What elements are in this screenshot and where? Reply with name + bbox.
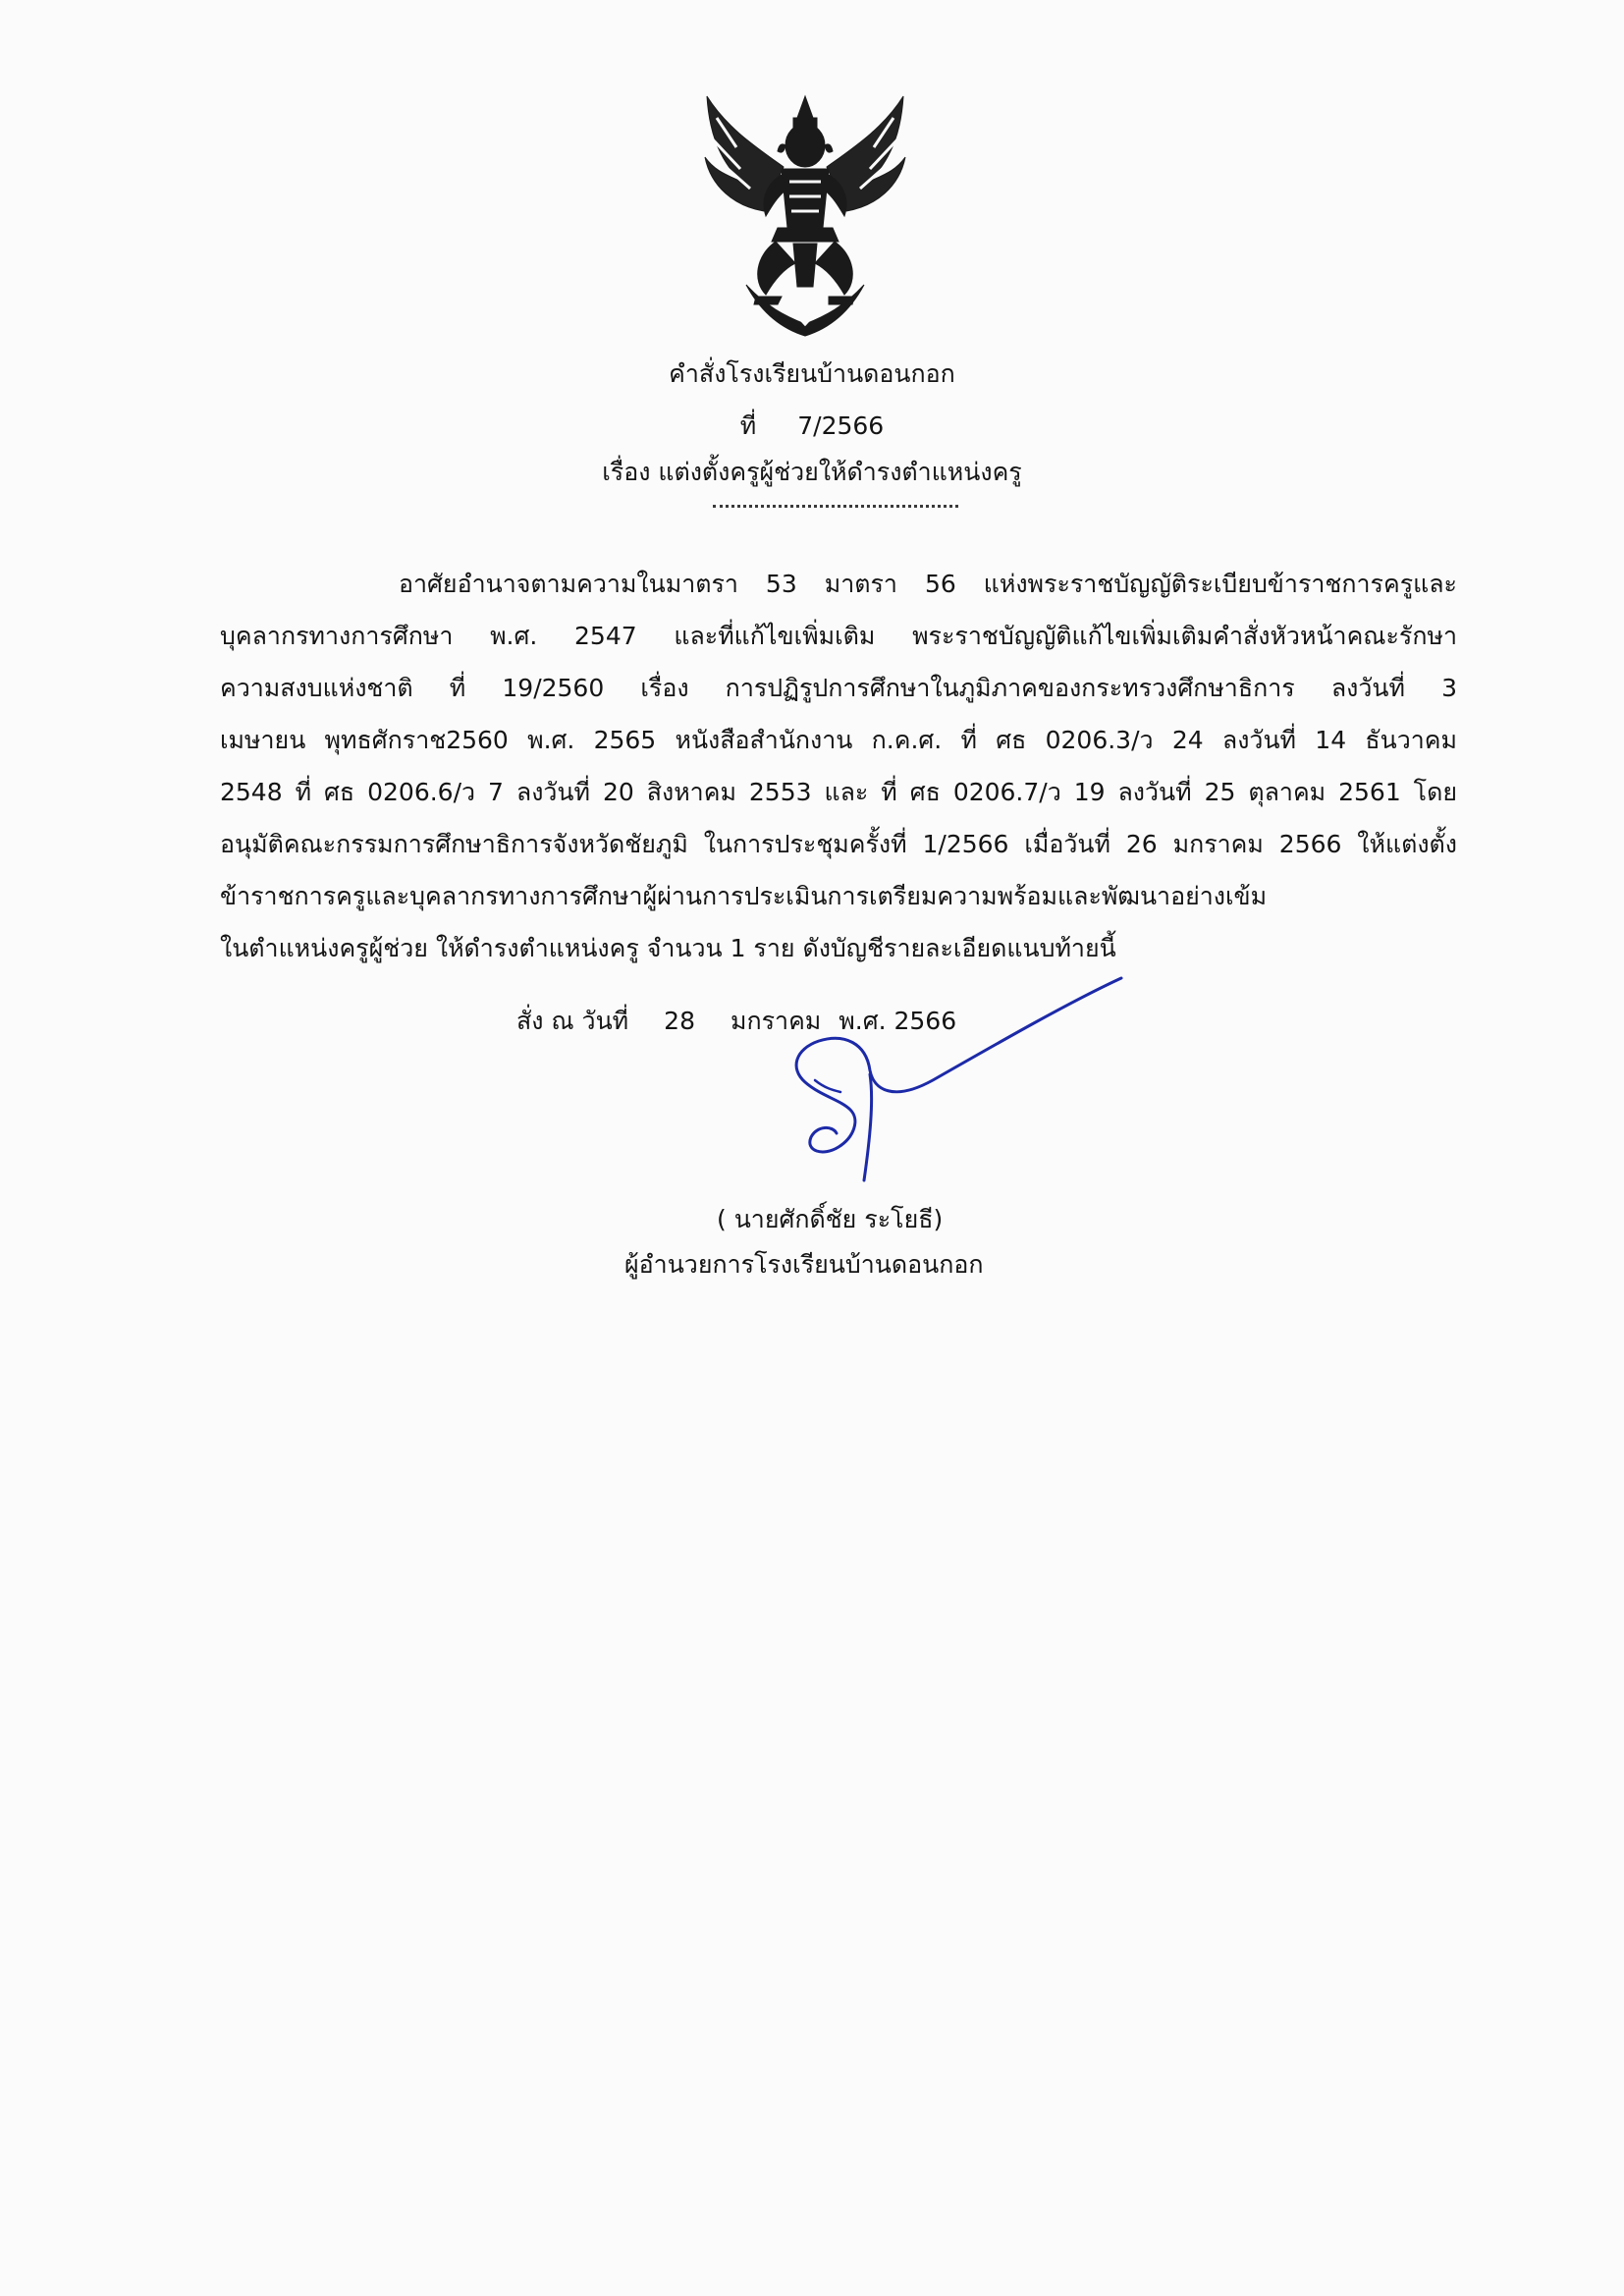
- order-number: 7/2566: [797, 411, 885, 440]
- order-subject: เรื่อง แต่งตั้งครูผู้ช่วยให้ดำรงตำแหน่งครู: [602, 458, 1022, 486]
- body-line: 2548 ที่ ศธ 0206.6/ว 7 ลงวันที่ 20 สิงหาคม 2553 และ ที่ ศธ 0206.7/ว 19 ลงวันที่ 25 ตุลาคม 2561 โดย: [220, 778, 1457, 806]
- body-line: เมษายน พุทธศักราช2560 พ.ศ. 2565 หนังสือสำนักงาน ก.ค.ศ. ที่ ศธ 0206.3/ว 24 ลงวันที่ 14 ธันวาคม: [220, 726, 1457, 754]
- order-number-prefix: ที่: [739, 411, 757, 440]
- body-line: อาศัยอำนาจตามความในมาตรา 53 มาตรา 56 แห่งพระราชบัญญัติระเบียบข้าราชการครูและ: [399, 570, 1457, 598]
- body-line: บุคลากรทางการศึกษา พ.ศ. 2547 และที่แก้ไขเพิ่มเติม พระราชบัญญัติแก้ไขเพิ่มเติมคำสั่งหัวหน้าคณะรักษา: [220, 622, 1457, 650]
- order-date-year: พ.ศ. 2566: [839, 1007, 957, 1035]
- handwritten-signature: [776, 972, 1149, 1198]
- garuda-emblem-icon: [687, 88, 923, 339]
- body-line: อนุมัติคณะกรรมการศึกษาธิการจังหวัดชัยภูมิ ในการประชุมครั้งที่ 1/2566 เมื่อวันที่ 26 มกราคม 2566 ให้แต่งตั้ง: [220, 830, 1457, 858]
- order-number-line: [0, 407, 1624, 446]
- body-line: ข้าราชการครูและบุคลากรทางการศึกษาผู้ผ่านการประเมินการเตรียมความพร้อมและพัฒนาอย่างเข้ม: [220, 882, 1268, 910]
- signer-position: ผู้อำนวยการโรงเรียนบ้านดอนกอก: [624, 1250, 984, 1279]
- order-date-day: 28: [664, 1007, 695, 1035]
- body-line: ความสงบแห่งชาติ ที่ 19/2560 เรื่อง การปฏิรูปการศึกษาในภูมิภาคของกระทรวงศึกษาธิการ ลงวันที่ 3: [220, 674, 1457, 702]
- order-date-month: มกราคม: [730, 1007, 822, 1035]
- order-title: คำสั่งโรงเรียนบ้านดอนกอก: [669, 359, 955, 388]
- dotted-divider: [713, 505, 958, 508]
- body-line: ในตำแหน่งครูผู้ช่วย ให้ดำรงตำแหน่งครู จำนวน 1 ราย ดังบัญชีรายละเอียดแนบท้ายนี้: [220, 934, 1116, 962]
- signer-name: ( นายศักดิ์ชัย ระโยธี): [717, 1205, 944, 1233]
- order-date-prefix: สั่ง ณ วันที่: [516, 1007, 629, 1035]
